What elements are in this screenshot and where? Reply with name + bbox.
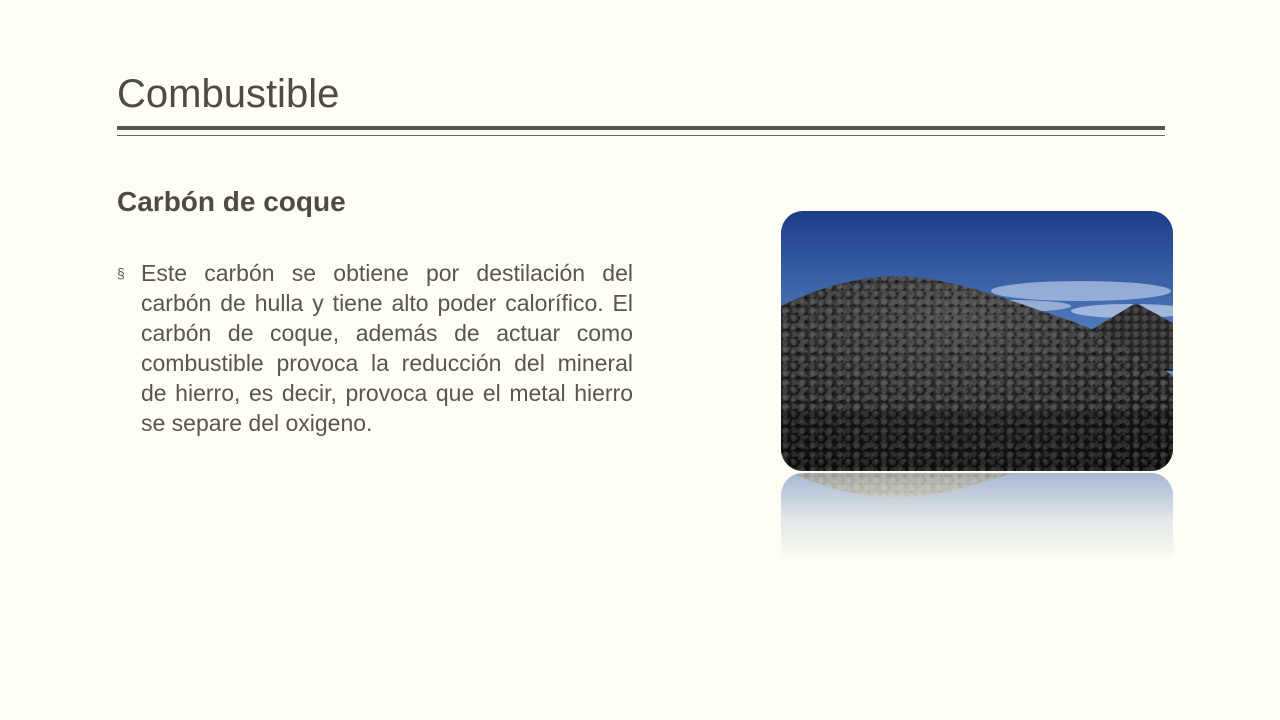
reflection-fade [781, 473, 1173, 563]
bullet-item [117, 258, 633, 438]
bullet-square-icon: § [117, 265, 125, 281]
bullet-text: Este carbón se obtiene por destilación del carbón de hulla y tiene alto poder calorífico. El carbón de coque, además de actuar como combustible provoca la reducción del mineral de hierro, es decir, provoca que el metal hierro se separe del oxigeno. [141, 260, 633, 436]
slide-subtitle: Carbón de coque [117, 186, 346, 217]
slide-title: Combustible [117, 72, 340, 116]
title-divider-thick [117, 126, 1165, 130]
title-divider-thin [117, 135, 1165, 136]
coal-pile-photo-reflection [781, 473, 1173, 563]
coal-pile-photo [781, 211, 1173, 471]
bullet-list [117, 258, 633, 438]
